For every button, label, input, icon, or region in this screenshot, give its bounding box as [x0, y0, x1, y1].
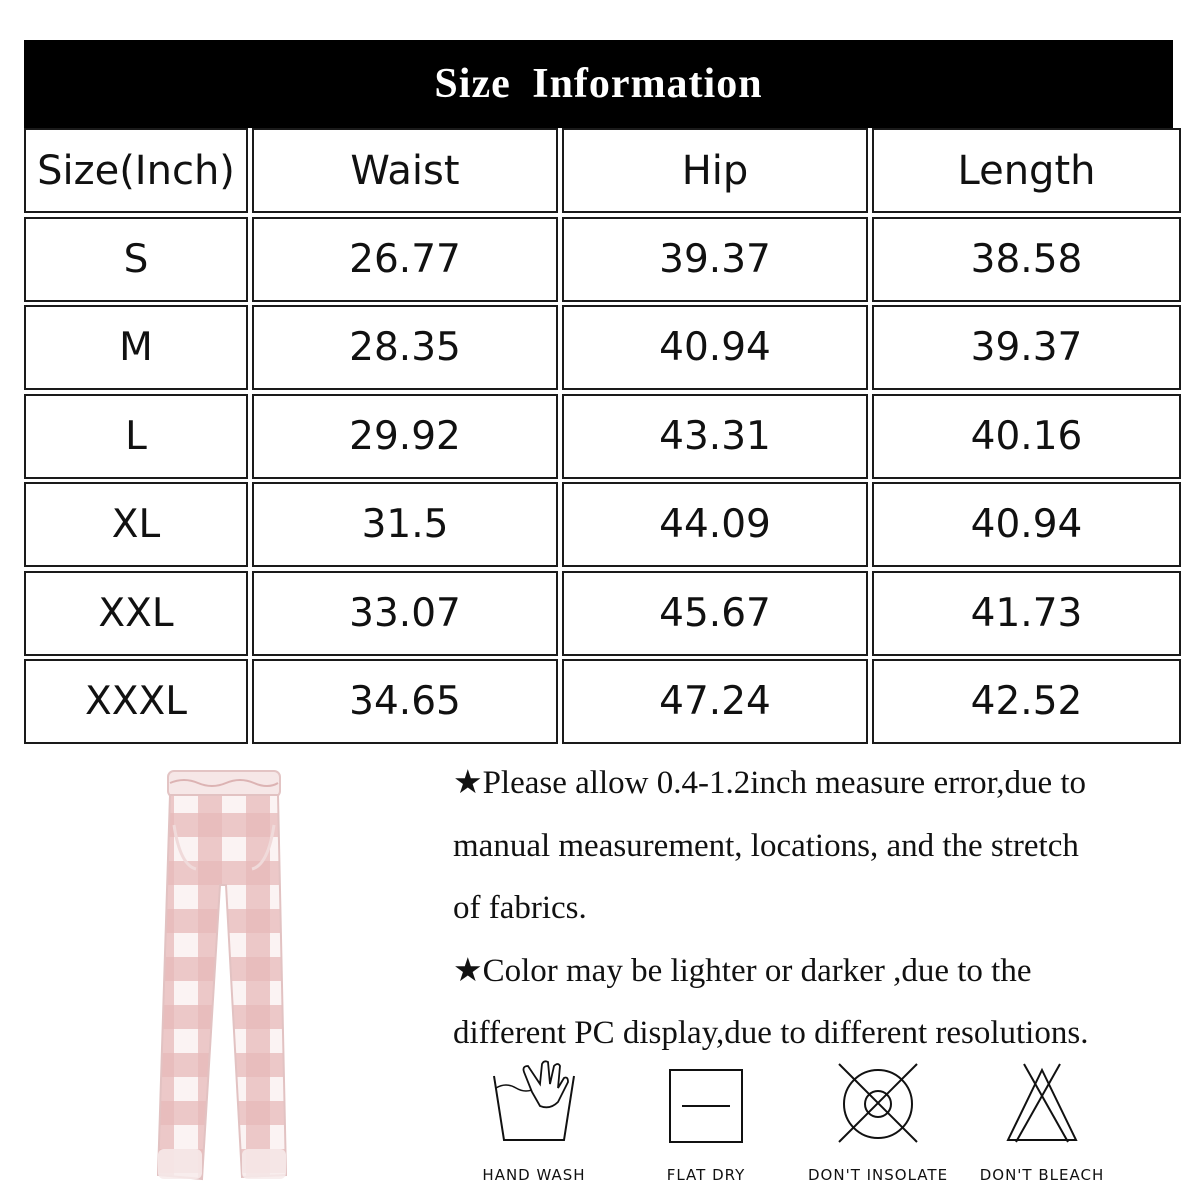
row-m-waist: 28.35: [252, 305, 558, 390]
header-length: Length: [872, 128, 1181, 213]
row-xxl-length: 41.73: [872, 571, 1181, 656]
no-sun-icon: [833, 1058, 923, 1144]
row-xxxl-waist: 34.65: [252, 659, 558, 744]
row-l-size: L: [24, 394, 248, 479]
care-dont-bleach: [972, 1058, 1112, 1184]
row-m-hip: 40.94: [562, 305, 868, 390]
note-line: ★Please allow 0.4-1.2inch measure error,due to: [453, 765, 1087, 801]
row-xxl-hip: 45.67: [562, 571, 868, 656]
row-s-hip: 39.37: [562, 217, 868, 302]
row-s-waist: 26.77: [252, 217, 558, 302]
size-info-header: [24, 40, 1173, 128]
row-xxl-waist: 33.07: [252, 571, 558, 656]
header-waist: Waist: [252, 128, 558, 213]
row-xl-size: XL: [24, 482, 248, 567]
care-flat-dry: [636, 1058, 776, 1184]
dont-bleach-label: DON'T BLEACH: [979, 1166, 1105, 1184]
row-m-length: 39.37: [872, 305, 1181, 390]
no-bleach-icon: [1002, 1058, 1082, 1144]
row-l-waist: 29.92: [252, 394, 558, 479]
notes-section: [453, 752, 1173, 1065]
note-line: of fabrics.: [453, 890, 587, 926]
row-s-size: S: [24, 217, 248, 302]
care-dont-insolate: [808, 1058, 948, 1184]
row-l-length: 40.16: [872, 394, 1181, 479]
row-xxxl-hip: 47.24: [562, 659, 868, 744]
plaid-pants-image: [150, 765, 290, 1185]
dont-insolate-label: DON'T INSOLATE: [808, 1166, 949, 1184]
row-l-hip: 43.31: [562, 394, 868, 479]
flat-dry-icon: [666, 1058, 746, 1144]
row-xl-hip: 44.09: [562, 482, 868, 567]
note-line: different PC display,due to different resolutions.: [453, 1015, 1089, 1051]
note-line: ★Color may be lighter or darker ,due to the: [453, 952, 1032, 989]
note-line: manual measurement, locations, and the stretch: [453, 827, 1079, 864]
size-table: [24, 128, 1173, 744]
row-xl-waist: 31.5: [252, 482, 558, 567]
flat-dry-label: FLAT DRY: [666, 1166, 746, 1184]
care-hand-wash: [464, 1058, 604, 1184]
row-m-size: M: [24, 305, 248, 390]
hand-wash-label: HAND WASH: [482, 1166, 586, 1184]
row-xxl-size: XXL: [24, 571, 248, 656]
header-size: Size(Inch): [24, 128, 248, 213]
row-xl-length: 40.94: [872, 482, 1181, 567]
row-s-length: 38.58: [872, 217, 1181, 302]
row-xxxl-size: XXXL: [24, 659, 248, 744]
hand-wash-icon: [484, 1058, 584, 1144]
row-xxxl-length: 42.52: [872, 659, 1181, 744]
header-hip: Hip: [562, 128, 868, 213]
page-title: Size Information: [434, 61, 763, 107]
